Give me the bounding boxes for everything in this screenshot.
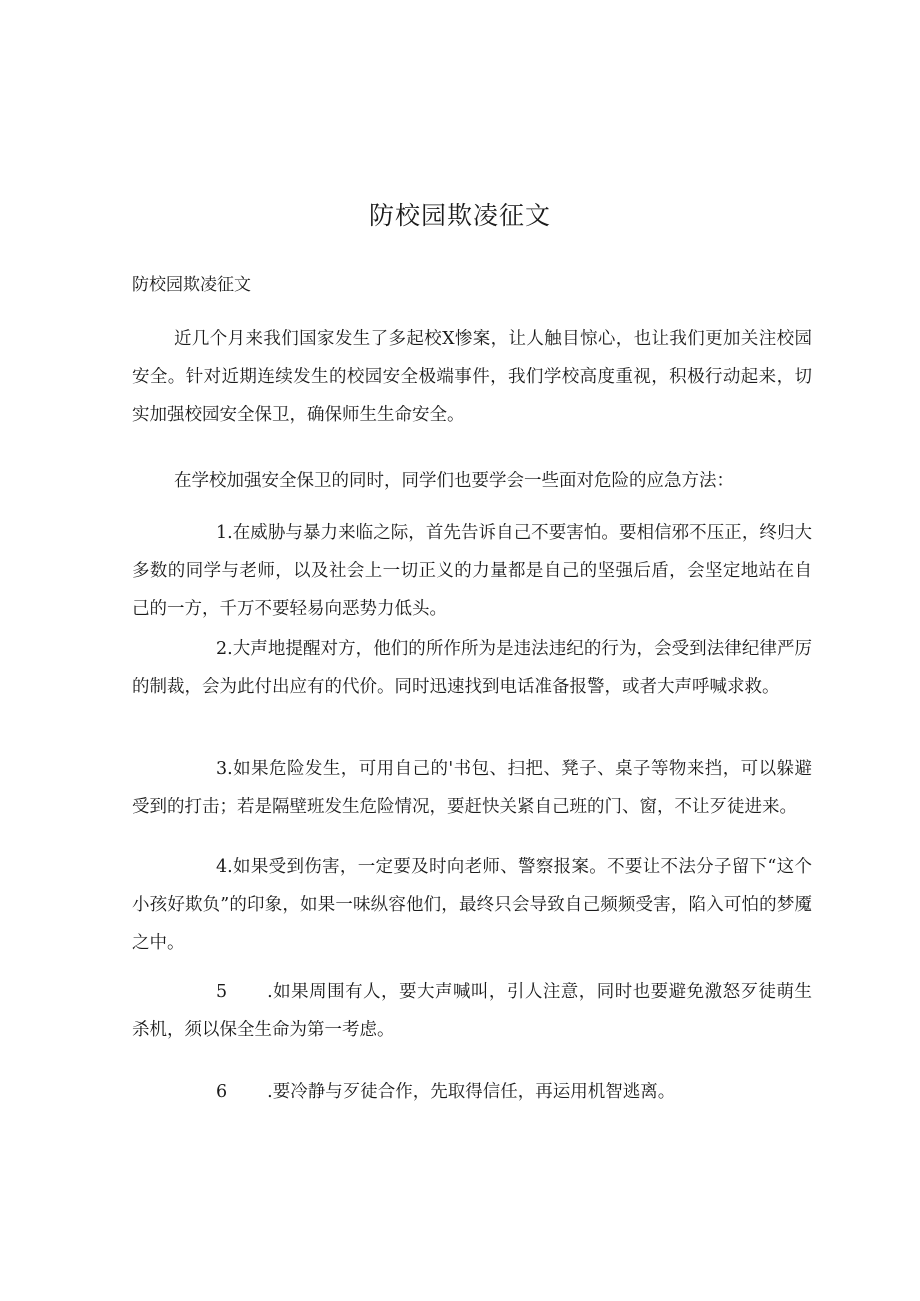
list-item-6 xyxy=(132,1073,812,1111)
document-subtitle: 防校园欺凌征文 xyxy=(132,275,251,295)
list-item-number: 3 xyxy=(216,759,228,779)
intro-paragraph: 近几个月来我们国家发生了多起校X惨案，让人触目惊心，也让我们更加关注校园安全。针对近期连续发生的校园安全极端事件，我们学校高度重视，积极行动起来，切实加强校园安全保卫，确保师生生命安全。 xyxy=(132,329,812,425)
list-item-1 xyxy=(132,514,812,628)
lead-in-paragraph: 在学校加强安全保卫的同时，同学们也要学会一些面对危险的应急方法： xyxy=(174,471,734,491)
list-item-number: 4 xyxy=(216,857,228,877)
list-item-number: 1 xyxy=(216,523,228,543)
list-item-text: .大声地提醒对方，他们的所作所为是违法违纪的行为，会受到法律纪律严厉的制裁，会为此付出应有的代价。同时迅速找到电话准备报警，或者大声呼喊求救。 xyxy=(132,639,812,697)
list-item-2 xyxy=(132,630,812,706)
document-title: 防校园欺凌征文 xyxy=(368,201,551,230)
list-item-text: .如果周围有人，要大声喊叫，引人注意，同时也要避免激怒歹徒萌生杀机，须以保全生命为第一考虑。 xyxy=(132,982,812,1040)
list-item-text: .如果受到伤害，一定要及时向老师、警察报案。不要让不法分子留下“这个小孩好欺负”的印象，如果一味纵容他们，最终只会导致自己频频受害，陷入可怕的梦魇之中。 xyxy=(132,857,812,953)
list-item-text: .要冷静与歹徒合作，先取得信任，再运用机智逃离。 xyxy=(267,1082,676,1102)
list-item-number: 2 xyxy=(216,639,228,659)
list-item-5 xyxy=(132,973,812,1049)
list-item-3 xyxy=(132,750,812,826)
list-item-number: 5 xyxy=(216,982,228,1002)
list-item-4 xyxy=(132,848,812,962)
list-item-text: .在威胁与暴力来临之际，首先告诉自己不要害怕。要相信邪不压正，终归大多数的同学与老师，以及社会上一切正义的力量都是自己的坚强后盾，会坚定地站在自己的一方，千万不要轻易向恶势力低头。 xyxy=(132,523,812,619)
list-item-text: .如果危险发生，可用自己的'书包、扫把、凳子、桌子等物来挡，可以躲避受到的打击；若是隔壁班发生危险情况，要赶快关紧自己班的门、窗，不让歹徒进来。 xyxy=(132,759,812,817)
list-item-number: 6 xyxy=(216,1082,228,1102)
